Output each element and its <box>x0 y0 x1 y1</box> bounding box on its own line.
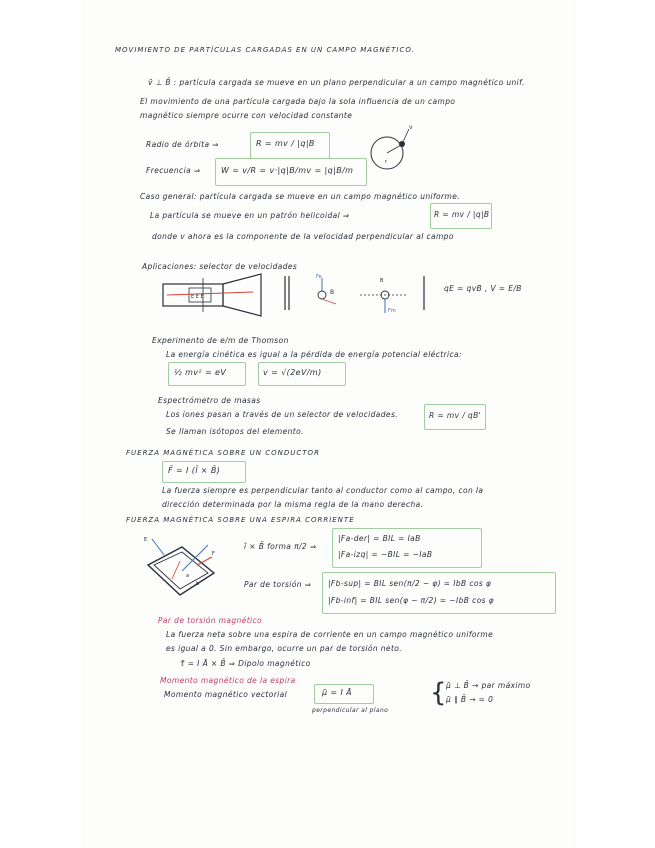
field-b-label: B <box>330 289 335 296</box>
magnetic-torque-title: Par de torsión magnético <box>158 616 263 625</box>
helical-text: La partícula se mueve en un patrón helicoidal ⇒ <box>150 211 350 220</box>
thomson-speed-equation: v = √(2eV/m) <box>263 368 322 377</box>
frequency-label: Frecuencia ⇒ <box>146 166 201 175</box>
tube-plate-label: E E E <box>191 294 204 300</box>
thomson-tube-diagram <box>163 272 273 317</box>
loop-field-label: E <box>144 537 148 543</box>
loop-force-label: F <box>212 551 215 557</box>
mass-spectrometer-title: Espectrómetro de masas <box>158 396 261 405</box>
perpendicular-component-text: donde v ahora es la componente de la velocidad perpendicular al campo <box>152 232 454 241</box>
conductor-force-equation: F̄ = I (l̄ × B̄) <box>168 466 221 475</box>
velocity-selector-diagram <box>280 268 430 318</box>
field-b-prime-label: B <box>380 278 384 284</box>
torque-force-bottom: |Fb-inf| = BIL sen(φ − π/2) = −IbB cos φ <box>328 596 495 605</box>
orbit-radius-label: Radio de órbita ⇒ <box>146 140 219 149</box>
moment-equation: μ̄ = I Ā <box>322 688 353 697</box>
radius-label: r <box>385 159 388 165</box>
frequency-equation: W = v/R = v·|q|B/mv = |q|B/m <box>221 166 354 175</box>
mass-spectrometer-line2: Se llaman isótopos del elemento. <box>166 427 304 436</box>
helical-radius-equation: R = mv / |q|B <box>434 210 490 219</box>
moment-case-perpendicular: μ̄ ⊥ B̄ → par máximo <box>446 681 531 690</box>
thomson-energy-equation: ½ mv² = eV <box>174 368 227 377</box>
cases-brace: { <box>430 678 447 708</box>
constant-speed-line1: El movimiento de una partícula cargada bajo la sola influencia de un campo <box>140 97 456 106</box>
page-title: MOVIMIENTO DE PARTÍCULAS CARGADAS EN UN CAMPO MAGNÉTICO. <box>115 46 415 54</box>
current-loop-diagram <box>142 535 222 605</box>
general-case-text: Caso general: partícula cargada se mueve en un campo magnético uniforme. <box>140 192 461 201</box>
torque-force-top: |Fb-sup| = BIL sen(π/2 − φ) = IbB cos φ <box>328 579 492 588</box>
perpendicular-note: perpendicular al plano <box>312 707 389 714</box>
selector-equation: qE = qvB , V = E/B <box>444 284 522 293</box>
loop-title: FUERZA MAGNÉTICA SOBRE UNA ESPIRA CORRIENTE <box>126 516 355 524</box>
loop-force-left: |Fa-izq| = −BIL = −IaB <box>338 550 433 559</box>
constant-speed-line2: magnético siempre ocurre con velocidad constante <box>140 111 353 120</box>
electric-force-label: Fe <box>316 274 322 280</box>
mass-spectrometer-line1: Los iones pasan a través de un selector de velocidades. <box>166 410 399 419</box>
loop-side-a-label: a <box>186 573 190 579</box>
magnetic-force-label: Fm <box>388 308 396 314</box>
loop-right-angle-text: î × B̄ forma π/2 ⇒ <box>244 542 317 551</box>
vector-moment-label: Momento magnético vectorial <box>164 690 288 699</box>
moment-case-parallel: μ̄ ∥ B̄ → = 0 <box>446 695 494 704</box>
perpendicular-case-text: v̄ ⊥ B̄ : partícula cargada se mueve en un plano perpendicular a un campo magnético unif. <box>148 78 525 87</box>
applications-title: Aplicaciones: selector de velocidades <box>142 262 298 271</box>
loop-side-b-label: b <box>196 581 200 587</box>
net-force-line1: La fuerza neta sobre una espira de corriente en un campo magnético uniforme <box>166 630 494 639</box>
circular-orbit-diagram <box>365 125 425 175</box>
mass-radius-equation: R = mv / qB' <box>429 411 482 420</box>
velocity-label: v <box>409 124 413 131</box>
magnetic-moment-title: Momento magnético de la espira <box>160 676 296 685</box>
loop-force-right: |Fa-der| = BIL = IaB <box>338 534 421 543</box>
thomson-title: Experimento de e/m de Thomson <box>152 336 289 345</box>
conductor-title: FUERZA MAGNÉTICA SOBRE UN CONDUCTOR <box>126 449 320 457</box>
conductor-text-line1: La fuerza siempre es perpendicular tanto al conductor como al campo, con la <box>162 486 484 495</box>
orbit-radius-equation: R = mv / |q|B <box>256 139 315 148</box>
thomson-energy-text: La energía cinética es igual a la pérdida de energía potencial eléctrica: <box>166 350 462 359</box>
net-force-line2: es igual a 0. Sin embargo, ocurre un par de torsión neto. <box>166 644 403 653</box>
notebook-page <box>84 0 574 848</box>
torque-label: Par de torsión ⇒ <box>244 580 312 589</box>
conductor-text-line2: dirección determinada por la misma regla de la mano derecha. <box>162 500 424 509</box>
torque-equation: τ̄ = I Ā × B̄ ⇒ Dipolo magnético <box>180 659 311 668</box>
